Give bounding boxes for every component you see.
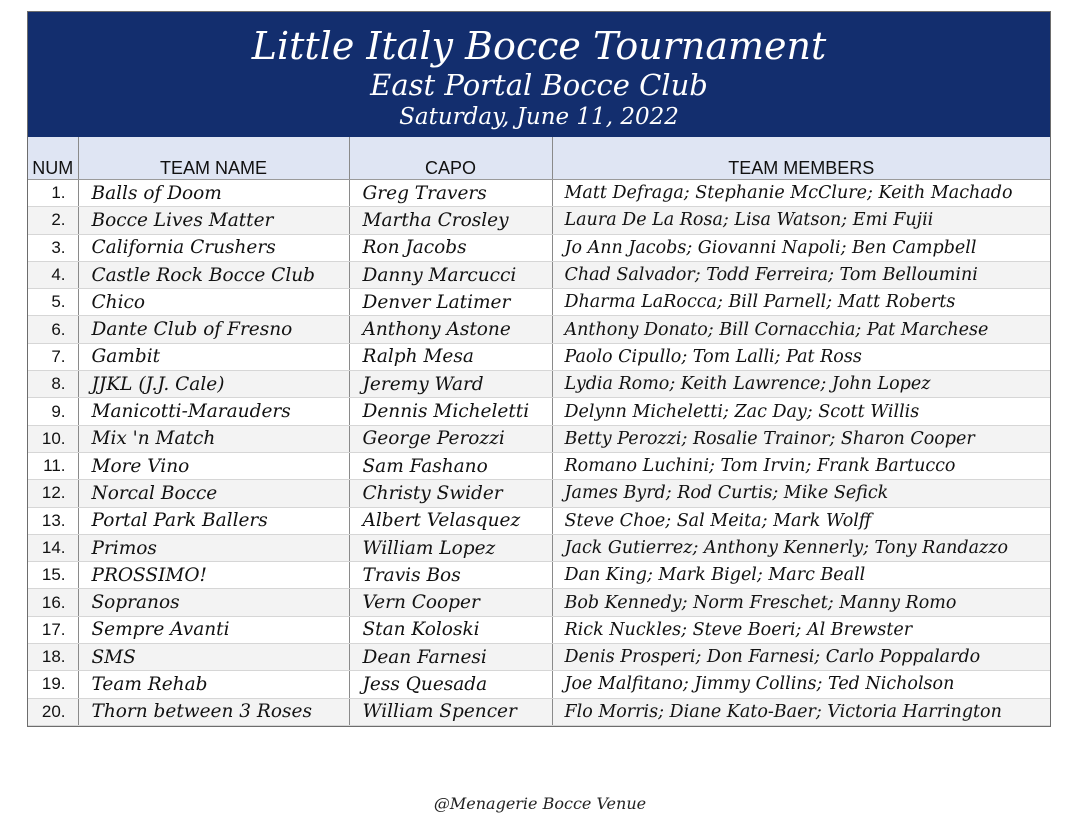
capo-cell: Travis Bos [349, 562, 552, 589]
table-row [28, 261, 1050, 288]
capo-cell: Dean Farnesi [349, 644, 552, 671]
row-number: 20. [28, 698, 78, 725]
capo-cell: Greg Travers [349, 180, 552, 207]
row-number: 8. [28, 371, 78, 398]
team-name-cell: Primos [78, 534, 349, 561]
team-members-cell: James Byrd; Rod Curtis; Mike Sefick [552, 480, 1050, 507]
table-row [28, 371, 1050, 398]
team-name-cell: Castle Rock Bocce Club [78, 261, 349, 288]
team-name-cell: Chico [78, 289, 349, 316]
venue-credit: @Menagerie Bocce Venue [433, 794, 647, 813]
table-row [28, 698, 1050, 725]
team-members-cell: Paolo Cipullo; Tom Lalli; Pat Ross [552, 343, 1050, 370]
team-name-cell: California Crushers [78, 234, 349, 261]
capo-cell: Ron Jacobs [349, 234, 552, 261]
table-row [28, 398, 1050, 425]
row-number: 18. [28, 644, 78, 671]
team-members-cell: Anthony Donato; Bill Cornacchia; Pat Marchese [552, 316, 1050, 343]
table-row [28, 480, 1050, 507]
row-number: 5. [28, 289, 78, 316]
venue-name: East Portal Bocce Club [370, 68, 708, 102]
team-members-cell: Steve Choe; Sal Meita; Mark Wolff [552, 507, 1050, 534]
team-name-cell: Thorn between 3 Roses [78, 698, 349, 725]
capo-cell: Jeremy Ward [349, 371, 552, 398]
team-members-cell: Dharma LaRocca; Bill Parnell; Matt Roberts [552, 289, 1050, 316]
row-number: 10. [28, 425, 78, 452]
team-members-cell: Chad Salvador; Todd Ferreira; Tom Belloumini [552, 261, 1050, 288]
tournament-sheet [27, 11, 1051, 727]
column-header-capo: CAPO [349, 137, 552, 180]
row-number: 4. [28, 261, 78, 288]
team-members-cell: Delynn Micheletti; Zac Day; Scott Willis [552, 398, 1050, 425]
table-row [28, 343, 1050, 370]
row-number: 2. [28, 207, 78, 234]
row-number: 14. [28, 534, 78, 561]
team-members-cell: Jack Gutierrez; Anthony Kennerly; Tony Randazzo [552, 534, 1050, 561]
team-members-cell: Rick Nuckles; Steve Boeri; Al Brewster [552, 616, 1050, 643]
team-name-cell: Norcal Bocce [78, 480, 349, 507]
table-row [28, 507, 1050, 534]
team-name-cell: Sopranos [78, 589, 349, 616]
title-banner [28, 12, 1050, 137]
capo-cell: Ralph Mesa [349, 343, 552, 370]
teams-table [28, 137, 1050, 726]
row-number: 17. [28, 616, 78, 643]
team-name-cell: Mix 'n Match [78, 425, 349, 452]
column-header-team-name: TEAM NAME [78, 137, 349, 180]
table-row [28, 316, 1050, 343]
row-number: 16. [28, 589, 78, 616]
team-members-cell: Bob Kennedy; Norm Freschet; Manny Romo [552, 589, 1050, 616]
capo-cell: Denver Latimer [349, 289, 552, 316]
row-number: 6. [28, 316, 78, 343]
team-members-cell: Laura De La Rosa; Lisa Watson; Emi Fujii [552, 207, 1050, 234]
row-number: 11. [28, 452, 78, 479]
row-number: 7. [28, 343, 78, 370]
capo-cell: Anthony Astone [349, 316, 552, 343]
column-header-num: NUM [28, 137, 78, 180]
team-name-cell: Gambit [78, 343, 349, 370]
table-row [28, 589, 1050, 616]
capo-cell: Stan Koloski [349, 616, 552, 643]
team-members-cell: Denis Prosperi; Don Farnesi; Carlo Poppalardo [552, 644, 1050, 671]
table-row [28, 562, 1050, 589]
team-name-cell: Team Rehab [78, 671, 349, 698]
capo-cell: Dennis Micheletti [349, 398, 552, 425]
event-date: Saturday, June 11, 2022 [399, 104, 679, 130]
team-name-cell: Dante Club of Fresno [78, 316, 349, 343]
team-name-cell: Balls of Doom [78, 180, 349, 207]
capo-cell: Vern Cooper [349, 589, 552, 616]
capo-cell: Christy Swider [349, 480, 552, 507]
capo-cell: Albert Velasquez [349, 507, 552, 534]
team-name-cell: Portal Park Ballers [78, 507, 349, 534]
team-name-cell: Bocce Lives Matter [78, 207, 349, 234]
row-number: 9. [28, 398, 78, 425]
team-name-cell: SMS [78, 644, 349, 671]
row-number: 12. [28, 480, 78, 507]
team-members-cell: Romano Luchini; Tom Irvin; Frank Bartucco [552, 452, 1050, 479]
table-row [28, 289, 1050, 316]
team-members-cell: Matt Defraga; Stephanie McClure; Keith Machado [552, 180, 1050, 207]
column-header-team-members: TEAM MEMBERS [552, 137, 1050, 180]
table-row [28, 452, 1050, 479]
team-members-cell: Lydia Romo; Keith Lawrence; John Lopez [552, 371, 1050, 398]
table-row [28, 616, 1050, 643]
capo-cell: Jess Quesada [349, 671, 552, 698]
header-row [28, 137, 1050, 180]
capo-cell: Sam Fashano [349, 452, 552, 479]
capo-cell: William Spencer [349, 698, 552, 725]
tournament-title: Little Italy Bocce Tournament [251, 24, 827, 68]
capo-cell: William Lopez [349, 534, 552, 561]
team-name-cell: Manicotti-Marauders [78, 398, 349, 425]
table-row [28, 671, 1050, 698]
team-members-cell: Dan King; Mark Bigel; Marc Beall [552, 562, 1050, 589]
team-name-cell: JJKL (J.J. Cale) [78, 371, 349, 398]
team-name-cell: More Vino [78, 452, 349, 479]
team-name-cell: PROSSIMO! [78, 562, 349, 589]
table-row [28, 207, 1050, 234]
table-row [28, 425, 1050, 452]
team-name-cell: Sempre Avanti [78, 616, 349, 643]
row-number: 3. [28, 234, 78, 261]
team-members-cell: Flo Morris; Diane Kato-Baer; Victoria Harrington [552, 698, 1050, 725]
table-row [28, 234, 1050, 261]
capo-cell: Danny Marcucci [349, 261, 552, 288]
team-members-cell: Jo Ann Jacobs; Giovanni Napoli; Ben Campbell [552, 234, 1050, 261]
table-row [28, 644, 1050, 671]
team-members-cell: Joe Malfitano; Jimmy Collins; Ted Nicholson [552, 671, 1050, 698]
row-number: 19. [28, 671, 78, 698]
capo-cell: George Perozzi [349, 425, 552, 452]
row-number: 13. [28, 507, 78, 534]
table-row [28, 534, 1050, 561]
capo-cell: Martha Crosley [349, 207, 552, 234]
table-row [28, 180, 1050, 207]
row-number: 1. [28, 180, 78, 207]
team-members-cell: Betty Perozzi; Rosalie Trainor; Sharon Cooper [552, 425, 1050, 452]
row-number: 15. [28, 562, 78, 589]
